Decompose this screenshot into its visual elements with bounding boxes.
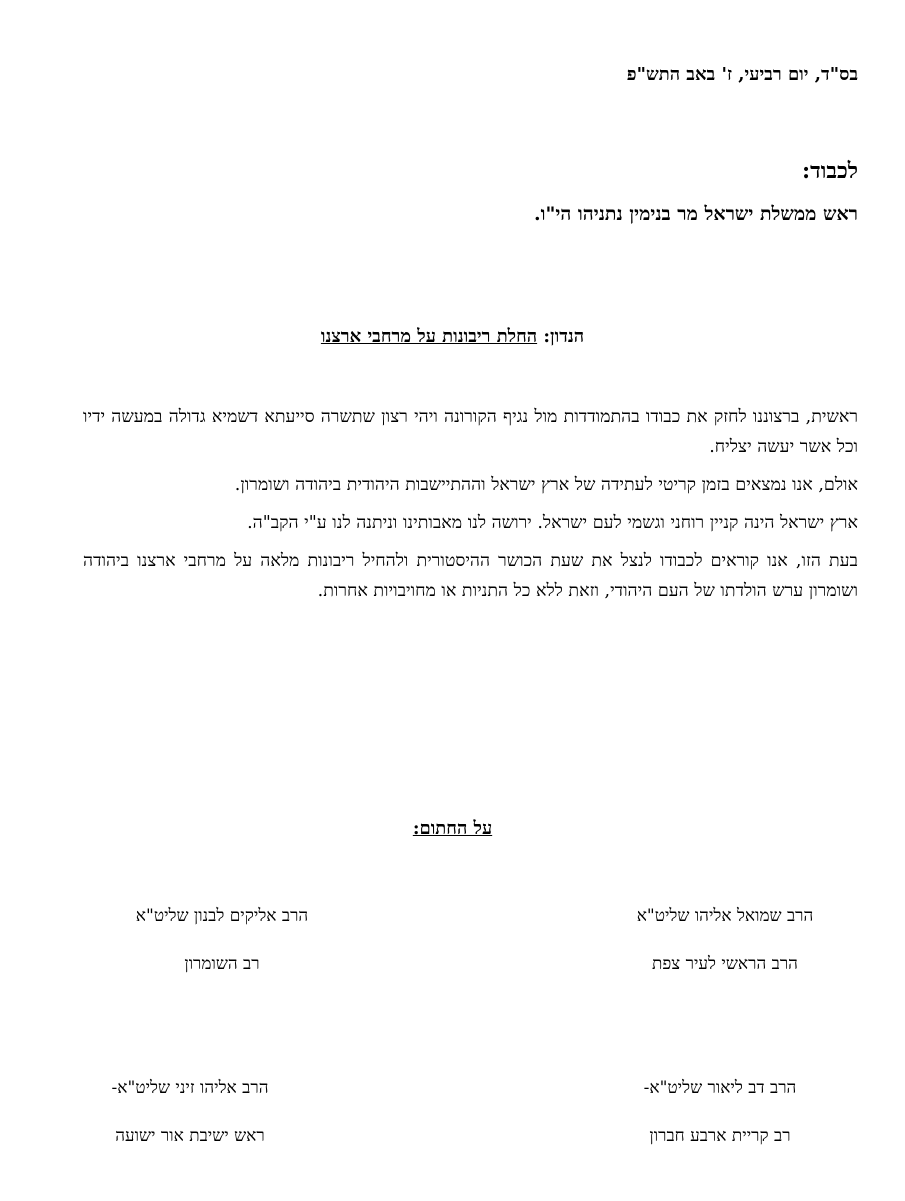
date-header: בס"ד, יום רביעי, ז' באב התש"פ xyxy=(626,64,858,85)
signatory-name: הרב אליהו זיני שליט"א- xyxy=(111,1078,269,1098)
signatory-name: הרב שמואל אליהו שליט"א xyxy=(636,906,814,926)
body-paragraph-4: בעת הזו, אנו קוראים לכבודו לנצל את שעת הכושר ההיסטורית ולהחיל ריבונות מלאה על מרחבי ארצנו ביהודה ושומרון ערש הולדתו של העם היהודי, וזאת ללא כל התניות או מחויבויות אחרות. xyxy=(83,551,858,601)
signatory-title: ראש ישיבת אור ישועה xyxy=(115,1126,265,1146)
signatory-title: הרב הראשי לעיר צפת xyxy=(652,954,798,974)
subject-line xyxy=(0,326,905,347)
signatory-1 xyxy=(595,903,855,977)
signatory-4 xyxy=(60,1075,320,1149)
signatory-title: רב קריית ארבע חברון xyxy=(649,1126,791,1146)
body-paragraph-2: אולם, אנו נמצאים בזמן קריטי לעתידה של ארץ ישראל וההתיישבות היהודית ביהודה ושומרון. xyxy=(234,475,858,495)
recipient-line: ראש ממשלת ישראל מר בנימין נתניהו הי"ו. xyxy=(534,203,858,225)
signatory-title: רב השומרון xyxy=(184,954,260,974)
body-paragraph-1: ראשית, ברצוננו לחזק את כבודו בהתמודדות מול נגיף הקורונה ויהי רצון שתשרה סייעתא דשמיא גדולה במעשה ידיו וכל אשר יעשה יצליח. xyxy=(83,407,858,457)
signatory-3 xyxy=(590,1075,850,1149)
to-label: לכבוד: xyxy=(802,158,858,184)
subject-text: החלת ריבונות על מרחבי ארצנו xyxy=(320,326,538,347)
signatories-title: על החתום: xyxy=(412,818,493,839)
signatory-name: הרב דב ליאור שליט"א- xyxy=(643,1078,797,1098)
body-paragraph-3: ארץ ישראל הינה קניין רוחני וגשמי לעם ישראל. ירושה לנו מאבותינו וניתנה לנו ע"י הקב"ה. xyxy=(247,513,858,533)
signatory-2 xyxy=(92,903,352,977)
subject-prefix: הנדון: xyxy=(543,326,585,347)
signatory-name: הרב אליקים לבנון שליט"א xyxy=(135,906,309,926)
letter-body xyxy=(83,402,858,614)
